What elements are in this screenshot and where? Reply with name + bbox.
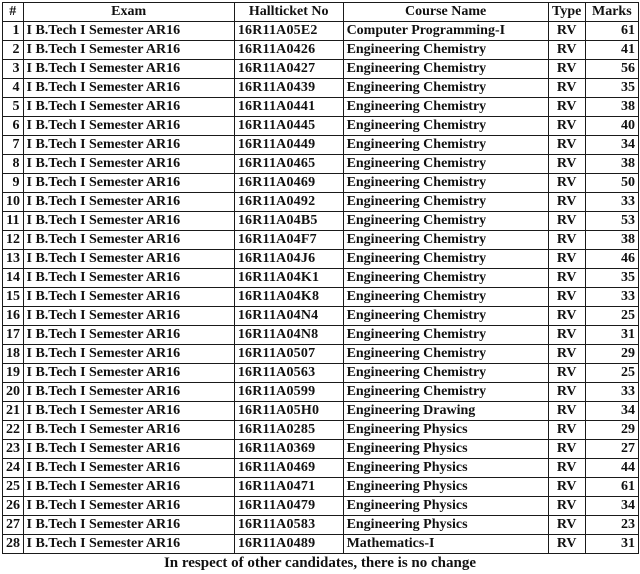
- exam-cell: I B.Tech I Semester AR16: [23, 307, 234, 326]
- course-name-cell: Engineering Chemistry: [343, 326, 548, 345]
- table-row: [3, 193, 639, 212]
- marks-cell: 33: [585, 383, 638, 402]
- exam-cell: I B.Tech I Semester AR16: [23, 231, 234, 250]
- table-row: [3, 402, 639, 421]
- marks-cell: 38: [585, 155, 638, 174]
- row-number: 18: [3, 345, 24, 364]
- marks-cell: 44: [585, 459, 638, 478]
- table-row: [3, 478, 639, 497]
- hallticket-cell: 16R11A0465: [234, 155, 343, 174]
- marks-cell: 29: [585, 345, 638, 364]
- hallticket-cell: 16R11A05E2: [234, 22, 343, 41]
- type-cell: RV: [548, 345, 585, 364]
- type-cell: RV: [548, 22, 585, 41]
- exam-cell: I B.Tech I Semester AR16: [23, 41, 234, 60]
- exam-cell: I B.Tech I Semester AR16: [23, 212, 234, 231]
- type-cell: RV: [548, 79, 585, 98]
- hallticket-cell: 16R11A0479: [234, 497, 343, 516]
- row-number: 14: [3, 269, 24, 288]
- type-cell: RV: [548, 516, 585, 535]
- marks-cell: 31: [585, 326, 638, 345]
- table-row: [3, 497, 639, 516]
- course-name-cell: Engineering Physics: [343, 497, 548, 516]
- course-name-cell: Engineering Physics: [343, 478, 548, 497]
- marks-cell: 25: [585, 364, 638, 383]
- type-cell: RV: [548, 174, 585, 193]
- hallticket-cell: 16R11A04B5: [234, 212, 343, 231]
- course-name-cell: Engineering Physics: [343, 516, 548, 535]
- table-row: [3, 383, 639, 402]
- row-number: 12: [3, 231, 24, 250]
- row-number: 22: [3, 421, 24, 440]
- hallticket-cell: 16R11A04N4: [234, 307, 343, 326]
- row-number: 23: [3, 440, 24, 459]
- type-cell: RV: [548, 307, 585, 326]
- table-row: [3, 364, 639, 383]
- course-name-cell: Engineering Physics: [343, 421, 548, 440]
- course-name-cell: Engineering Chemistry: [343, 364, 548, 383]
- row-number: 21: [3, 402, 24, 421]
- header-type: Type: [548, 3, 585, 22]
- type-cell: RV: [548, 383, 585, 402]
- exam-cell: I B.Tech I Semester AR16: [23, 326, 234, 345]
- course-name-cell: Engineering Chemistry: [343, 136, 548, 155]
- course-name-cell: Engineering Chemistry: [343, 250, 548, 269]
- row-number: 25: [3, 478, 24, 497]
- exam-cell: I B.Tech I Semester AR16: [23, 98, 234, 117]
- type-cell: RV: [548, 98, 585, 117]
- course-name-cell: Engineering Chemistry: [343, 41, 548, 60]
- type-cell: RV: [548, 193, 585, 212]
- marks-cell: 29: [585, 421, 638, 440]
- course-name-cell: Engineering Physics: [343, 459, 548, 478]
- course-name-cell: Engineering Chemistry: [343, 193, 548, 212]
- table-row: [3, 440, 639, 459]
- course-name-cell: Engineering Chemistry: [343, 60, 548, 79]
- hallticket-cell: 16R11A0426: [234, 41, 343, 60]
- row-number: 5: [3, 98, 24, 117]
- exam-cell: I B.Tech I Semester AR16: [23, 22, 234, 41]
- type-cell: RV: [548, 364, 585, 383]
- course-name-cell: Engineering Chemistry: [343, 212, 548, 231]
- row-number: 28: [3, 535, 24, 554]
- course-name-cell: Engineering Chemistry: [343, 231, 548, 250]
- exam-cell: I B.Tech I Semester AR16: [23, 155, 234, 174]
- row-number: 16: [3, 307, 24, 326]
- marks-cell: 56: [585, 60, 638, 79]
- type-cell: RV: [548, 41, 585, 60]
- hallticket-cell: 16R11A0492: [234, 193, 343, 212]
- hallticket-cell: 16R11A04N8: [234, 326, 343, 345]
- marks-cell: 61: [585, 22, 638, 41]
- marks-cell: 34: [585, 497, 638, 516]
- type-cell: RV: [548, 459, 585, 478]
- marks-cell: 50: [585, 174, 638, 193]
- marks-cell: 46: [585, 250, 638, 269]
- row-number: 8: [3, 155, 24, 174]
- marks-cell: 41: [585, 41, 638, 60]
- exam-cell: I B.Tech I Semester AR16: [23, 516, 234, 535]
- course-name-cell: Engineering Physics: [343, 440, 548, 459]
- row-number: 2: [3, 41, 24, 60]
- hallticket-cell: 16R11A0489: [234, 535, 343, 554]
- exam-cell: I B.Tech I Semester AR16: [23, 440, 234, 459]
- course-name-cell: Engineering Chemistry: [343, 79, 548, 98]
- row-number: 10: [3, 193, 24, 212]
- hallticket-cell: 16R11A0441: [234, 98, 343, 117]
- exam-cell: I B.Tech I Semester AR16: [23, 383, 234, 402]
- type-cell: RV: [548, 478, 585, 497]
- type-cell: RV: [548, 497, 585, 516]
- marks-cell: 34: [585, 402, 638, 421]
- hallticket-cell: 16R11A0445: [234, 117, 343, 136]
- course-name-cell: Engineering Chemistry: [343, 98, 548, 117]
- row-number: 7: [3, 136, 24, 155]
- hallticket-cell: 16R11A04F7: [234, 231, 343, 250]
- hallticket-cell: 16R11A0563: [234, 364, 343, 383]
- marks-cell: 33: [585, 193, 638, 212]
- exam-cell: I B.Tech I Semester AR16: [23, 193, 234, 212]
- type-cell: RV: [548, 326, 585, 345]
- table-body: [3, 22, 639, 554]
- course-name-cell: Engineering Chemistry: [343, 307, 548, 326]
- hallticket-cell: 16R11A0469: [234, 459, 343, 478]
- table-row: [3, 326, 639, 345]
- table-row: [3, 535, 639, 554]
- table-row: [3, 212, 639, 231]
- row-number: 6: [3, 117, 24, 136]
- exam-cell: I B.Tech I Semester AR16: [23, 497, 234, 516]
- exam-cell: I B.Tech I Semester AR16: [23, 60, 234, 79]
- type-cell: RV: [548, 535, 585, 554]
- table-row: [3, 117, 639, 136]
- type-cell: RV: [548, 421, 585, 440]
- course-name-cell: Mathematics-I: [343, 535, 548, 554]
- revaluation-results-table: [2, 2, 639, 554]
- table-row: [3, 60, 639, 79]
- row-number: 17: [3, 326, 24, 345]
- exam-cell: I B.Tech I Semester AR16: [23, 136, 234, 155]
- marks-cell: 35: [585, 269, 638, 288]
- exam-cell: I B.Tech I Semester AR16: [23, 402, 234, 421]
- hallticket-cell: 16R11A0369: [234, 440, 343, 459]
- row-number: 3: [3, 60, 24, 79]
- exam-cell: I B.Tech I Semester AR16: [23, 364, 234, 383]
- marks-cell: 38: [585, 231, 638, 250]
- exam-cell: I B.Tech I Semester AR16: [23, 288, 234, 307]
- table-row: [3, 79, 639, 98]
- exam-cell: I B.Tech I Semester AR16: [23, 345, 234, 364]
- row-number: 19: [3, 364, 24, 383]
- header-num: #: [3, 3, 24, 22]
- hallticket-cell: 16R11A0449: [234, 136, 343, 155]
- footer-note: In respect of other candidates, there is no change: [163, 555, 477, 571]
- table-row: [3, 155, 639, 174]
- header-course: Course Name: [343, 3, 548, 22]
- table-row: [3, 41, 639, 60]
- course-name-cell: Engineering Chemistry: [343, 174, 548, 193]
- marks-cell: 38: [585, 98, 638, 117]
- table-row: [3, 174, 639, 193]
- row-number: 26: [3, 497, 24, 516]
- row-number: 15: [3, 288, 24, 307]
- marks-cell: 31: [585, 535, 638, 554]
- exam-cell: I B.Tech I Semester AR16: [23, 79, 234, 98]
- row-number: 1: [3, 22, 24, 41]
- marks-cell: 35: [585, 79, 638, 98]
- header-exam: Exam: [23, 3, 234, 22]
- hallticket-cell: 16R11A0599: [234, 383, 343, 402]
- table-row: [3, 22, 639, 41]
- type-cell: RV: [548, 117, 585, 136]
- table-row: [3, 421, 639, 440]
- type-cell: RV: [548, 440, 585, 459]
- hallticket-cell: 16R11A0469: [234, 174, 343, 193]
- row-number: 27: [3, 516, 24, 535]
- table-row: [3, 269, 639, 288]
- row-number: 24: [3, 459, 24, 478]
- row-number: 11: [3, 212, 24, 231]
- type-cell: RV: [548, 155, 585, 174]
- table-row: [3, 98, 639, 117]
- exam-cell: I B.Tech I Semester AR16: [23, 478, 234, 497]
- table-row: [3, 231, 639, 250]
- exam-cell: I B.Tech I Semester AR16: [23, 250, 234, 269]
- marks-cell: 27: [585, 440, 638, 459]
- course-name-cell: Computer Programming-I: [343, 22, 548, 41]
- row-number: 13: [3, 250, 24, 269]
- type-cell: RV: [548, 212, 585, 231]
- course-name-cell: Engineering Chemistry: [343, 117, 548, 136]
- hallticket-cell: 16R11A0285: [234, 421, 343, 440]
- marks-cell: 33: [585, 288, 638, 307]
- marks-cell: 40: [585, 117, 638, 136]
- exam-cell: I B.Tech I Semester AR16: [23, 117, 234, 136]
- row-number: 20: [3, 383, 24, 402]
- hallticket-cell: 16R11A0583: [234, 516, 343, 535]
- table-row: [3, 459, 639, 478]
- table-row: [3, 250, 639, 269]
- course-name-cell: Engineering Chemistry: [343, 155, 548, 174]
- table-row: [3, 288, 639, 307]
- type-cell: RV: [548, 60, 585, 79]
- course-name-cell: Engineering Chemistry: [343, 383, 548, 402]
- hallticket-cell: 16R11A05H0: [234, 402, 343, 421]
- table-row: [3, 307, 639, 326]
- marks-cell: 34: [585, 136, 638, 155]
- type-cell: RV: [548, 402, 585, 421]
- course-name-cell: Engineering Chemistry: [343, 269, 548, 288]
- header-hallticket: Hallticket No: [234, 3, 343, 22]
- table-row: [3, 345, 639, 364]
- hallticket-cell: 16R11A0507: [234, 345, 343, 364]
- type-cell: RV: [548, 250, 585, 269]
- hallticket-cell: 16R11A04K8: [234, 288, 343, 307]
- hallticket-cell: 16R11A0439: [234, 79, 343, 98]
- course-name-cell: Engineering Drawing: [343, 402, 548, 421]
- type-cell: RV: [548, 231, 585, 250]
- table-header: [3, 3, 639, 22]
- exam-cell: I B.Tech I Semester AR16: [23, 459, 234, 478]
- exam-cell: I B.Tech I Semester AR16: [23, 174, 234, 193]
- hallticket-cell: 16R11A04J6: [234, 250, 343, 269]
- header-row: [3, 3, 639, 22]
- hallticket-cell: 16R11A0471: [234, 478, 343, 497]
- exam-cell: I B.Tech I Semester AR16: [23, 535, 234, 554]
- marks-cell: 53: [585, 212, 638, 231]
- table-row: [3, 516, 639, 535]
- row-number: 9: [3, 174, 24, 193]
- table-row: [3, 136, 639, 155]
- course-name-cell: Engineering Chemistry: [343, 288, 548, 307]
- marks-cell: 25: [585, 307, 638, 326]
- hallticket-cell: 16R11A04K1: [234, 269, 343, 288]
- type-cell: RV: [548, 288, 585, 307]
- exam-cell: I B.Tech I Semester AR16: [23, 421, 234, 440]
- type-cell: RV: [548, 269, 585, 288]
- hallticket-cell: 16R11A0427: [234, 60, 343, 79]
- type-cell: RV: [548, 136, 585, 155]
- exam-cell: I B.Tech I Semester AR16: [23, 269, 234, 288]
- header-marks: Marks: [585, 3, 638, 22]
- row-number: 4: [3, 79, 24, 98]
- course-name-cell: Engineering Chemistry: [343, 345, 548, 364]
- marks-cell: 23: [585, 516, 638, 535]
- marks-cell: 61: [585, 478, 638, 497]
